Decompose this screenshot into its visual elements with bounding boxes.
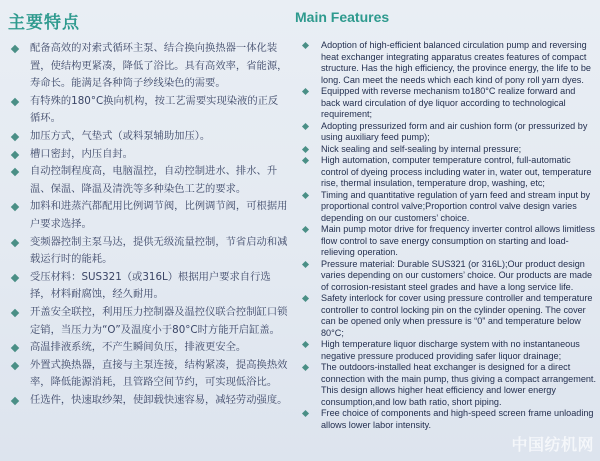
feature-item (301, 40, 597, 86)
diamond-bullet-icon (11, 98, 19, 106)
feature-text: Adopting pressurized form and air cushion form (or pressurized by using auxiliary feed pump); (321, 120, 588, 142)
feature-text: Free choice of components and high-speed screen frame unloading allows lower labor intensity. (321, 408, 594, 430)
feature-item (10, 269, 288, 304)
feature-text: 受压材料：SUS321（或316L）根据用户要求自行选择，材料耐腐蚀，经久耐用。 (30, 270, 271, 301)
feature-text: Adoption of high-efficient balanced circulation pump and reversing heat exchanger integrating apparatus creates features of compact structure. Has the high efficiency, the province energy, the life to be long. Can meet the needs which each kind of pony roll yarn dyes. (321, 40, 591, 85)
diamond-bullet-icon (11, 238, 19, 246)
diamond-bullet-icon (11, 273, 19, 281)
feature-text: Main pump motor drive for frequency inverter control allows limitless flow control to save energy consumption on starting and load-relieving operation. (321, 224, 595, 257)
feature-item (301, 259, 597, 294)
feature-item (10, 392, 288, 410)
feature-item (301, 144, 597, 156)
feature-text: 槽口密封，内压自封。 (30, 147, 133, 160)
diamond-bullet-icon (11, 45, 19, 53)
diamond-bullet-icon (302, 226, 309, 233)
feature-item (301, 339, 597, 362)
feature-text: Timing and quantitative regulation of yarn feed and stream input by proportional control valve;Proportion control valve design varies depending on our customers’ choice. (321, 189, 591, 223)
diamond-bullet-icon (302, 364, 309, 371)
diamond-bullet-icon (11, 344, 19, 352)
diamond-bullet-icon (302, 88, 309, 95)
feature-item (10, 339, 288, 357)
feature-text: 加压方式，气垫式（或料泵辅助加压）。 (30, 129, 211, 142)
feature-text: 自动控制程度高，电脑温控，自动控制进水、排水、升温、保温、降温及清洗等多种染色工艺的要求。 (30, 165, 278, 195)
feature-text: 任选件，快速取纱架，使卸载快速容易，减轻劳动强度。 (30, 393, 288, 406)
diamond-bullet-icon (302, 295, 309, 302)
chinese-title: 主要特点 (8, 13, 80, 33)
feature-item (301, 190, 597, 225)
diamond-bullet-icon (11, 168, 19, 176)
feature-item (301, 155, 597, 190)
feature-item (301, 293, 597, 339)
diamond-bullet-icon (302, 410, 309, 417)
feature-text: 外置式换热器，直接与主泵连接，结构紧凑，提高换热效率，降低能源消耗，且管路空间节约，可实现低浴比。 (30, 358, 288, 389)
feature-item (10, 304, 288, 339)
feature-item (301, 362, 597, 408)
feature-text: 高温排液系统，不产生瞬间负压，排液更安全。 (30, 341, 247, 354)
diamond-bullet-icon (11, 309, 19, 317)
feature-text: 开盖安全联控，利用压力控制器及温控仪联合控制缸口锁定销，当压力为“O”及温度小于80°C时方能开启缸盖。 (30, 305, 288, 336)
feature-text: Equipped with reverse mechanism to180°C realize forward and back ward circulation of dye liquor according to technological requirement; (321, 86, 576, 119)
feature-item (10, 357, 288, 392)
feature-text: Pressure material: Durable SUS321 (or 316L);Our product design varies depending on our customers’ choice. Our products are made of corrosion-resistant steel grades and have a long service life. (321, 258, 593, 292)
diamond-bullet-icon (302, 157, 309, 164)
feature-text: Nick sealing and self-sealing by internal pressure; (321, 143, 522, 154)
english-feature-list (301, 40, 597, 431)
feature-text: Safety interlock for cover using pressure controller and temperature controller to control locking pin on the cylinder opening. The cover can be opened only when pressure is “0” and temperature below 80°C; (321, 293, 593, 338)
feature-text: 有特殊的180°C换向机构，按工艺需要实现染液的正反循环。 (30, 94, 279, 125)
english-title: Main Features (295, 9, 390, 25)
feature-item (10, 146, 288, 164)
feature-item (10, 198, 288, 233)
feature-text: High temperature liquor discharge system with no instantaneous negative pressure produced providing safer liquor drainage; (321, 339, 580, 361)
diamond-bullet-icon (302, 341, 309, 348)
feature-item (10, 40, 288, 93)
feature-text: 配备高效的对索式循环主泵、结合换向换热器一体化装置，使结构更紧凑，降低了浴比。具有高效率，省能源，寿命长。能满足各种筒子纱线染色的需要。 (30, 42, 288, 90)
feature-text: High automation, computer temperature control, full-automatic control of dyeing process including water in, water out, temperature rise, thermal insulation, temperature drop, washing, etc; (321, 155, 592, 188)
feature-item (10, 163, 288, 198)
feature-item (10, 93, 288, 128)
diamond-bullet-icon (11, 397, 19, 405)
chinese-feature-list (10, 40, 288, 409)
feature-item (10, 128, 288, 146)
diamond-bullet-icon (302, 122, 309, 129)
feature-text: 加料和进蒸汽都配用比例调节阀，比例调节阀，可根据用户要求选择。 (30, 200, 288, 230)
feature-text: The outdoors-installed heat exchanger is designed for a direct connection with the main pump, thus giving a compact arrangement. This design allows higher heat efficiency and lower energy consumption,and low bath ratio, short piping. (321, 362, 596, 407)
feature-item (301, 224, 597, 259)
diamond-bullet-icon (11, 133, 19, 141)
diamond-bullet-icon (302, 260, 309, 267)
feature-item (301, 86, 597, 121)
feature-item (301, 121, 597, 144)
diamond-bullet-icon (11, 361, 19, 369)
watermark: 中国纺机网 (511, 437, 594, 454)
feature-item (301, 408, 597, 431)
diamond-bullet-icon (302, 42, 309, 49)
diamond-bullet-icon (11, 203, 19, 211)
diamond-bullet-icon (11, 150, 19, 158)
feature-text: 变频器控制主泵马达，提供无级流量控制，节省启动和减载运行时的能耗。 (30, 235, 288, 266)
diamond-bullet-icon (302, 145, 309, 152)
feature-item (10, 234, 288, 269)
diamond-bullet-icon (302, 191, 309, 198)
